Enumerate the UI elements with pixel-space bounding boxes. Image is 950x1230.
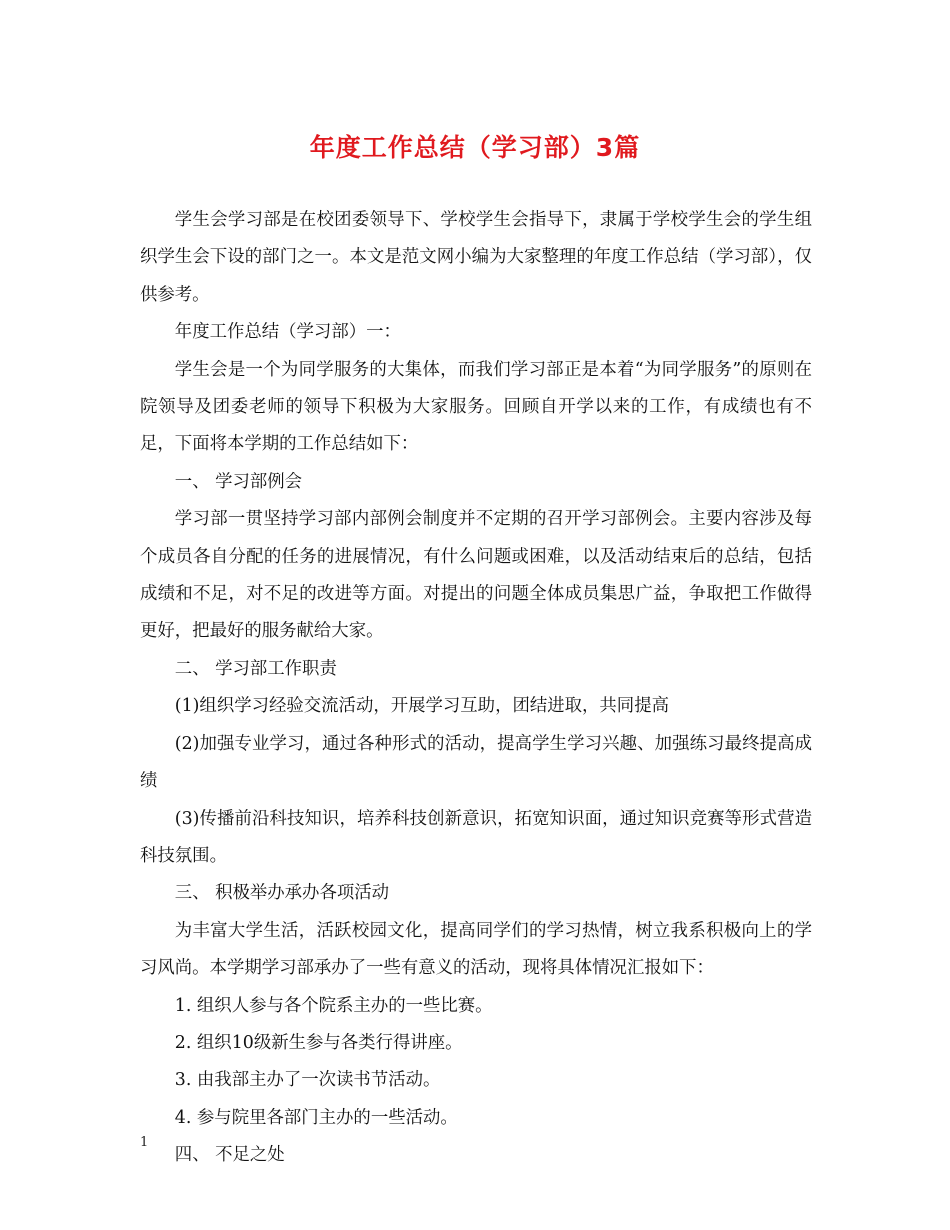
paragraph-heading-1: 一、 学习部例会 [174,471,303,492]
list-item: 4. 参与院里各部门主办的一些活动。 [174,1107,458,1128]
list-item: 2. 组织10级新生参与各类行得讲座。 [174,1032,463,1053]
document-title: 年度工作总结（学习部）3篇 [309,133,641,162]
paragraph-intro: 学生会学习部是在校团委领导下、学校学生会指导下，隶属于学校学生会的学生组织学生会下设的部门之一。本文是范文网小编为大家整理的年度工作总结（学习部），仅供参考。 [140,210,812,305]
list-item: 1. 组织人参与各个院系主办的一些比赛。 [174,995,493,1016]
list-item: 3. 由我部主办了一次读书节活动。 [174,1070,441,1091]
paragraph: 为丰富大学生活，活跃校园文化，提高同学们的学习热情，树立我系积极向上的学习风尚。本学期学习部承办了一些有意义的活动，现将具体情况汇报如下： [140,920,812,979]
document-body [140,202,812,1175]
paragraph: 学生会是一个为同学服务的大集体，而我们学习部正是本着“为同学服务”的原则在院领导及团委老师的领导下积极为大家服务。回顾自开学以来的工作，有成绩也有不足，下面将本学期的工作总结如下： [140,359,812,455]
list-item: (2)加强专业学习，通过各种形式的活动，提高学生学习兴趣、加强练习最终提高成绩 [140,733,812,792]
paragraph-section-heading: 年度工作总结（学习部）一： [174,322,401,343]
paragraph-heading-4: 四、 不足之处 [174,1145,285,1166]
paragraph-heading-3: 三、 积极举办承办各项活动 [174,883,390,904]
paragraph: 学习部一贯坚持学习部内部例会制度并不定期的召开学习部例会。主要内容涉及每个成员各自分配的任务的进展情况，有什么问题或困难，以及活动结束后的总结，包括成绩和不足，对不足的改进等方面。对提出的问题全体成员集思广益，争取把工作做得更好，把最好的服务献给大家。 [140,509,812,642]
paragraph-heading-2: 二、 学习部工作职责 [174,658,337,679]
list-item: (3)传播前沿科技知识，培养科技创新意识，拓宽知识面，通过知识竞赛等形式营造科技氛围。 [140,808,812,866]
list-item: (1)组织学习经验交流活动，开展学习互助，团结进取，共同提高 [174,696,669,717]
page-number: 1 [140,1135,149,1150]
